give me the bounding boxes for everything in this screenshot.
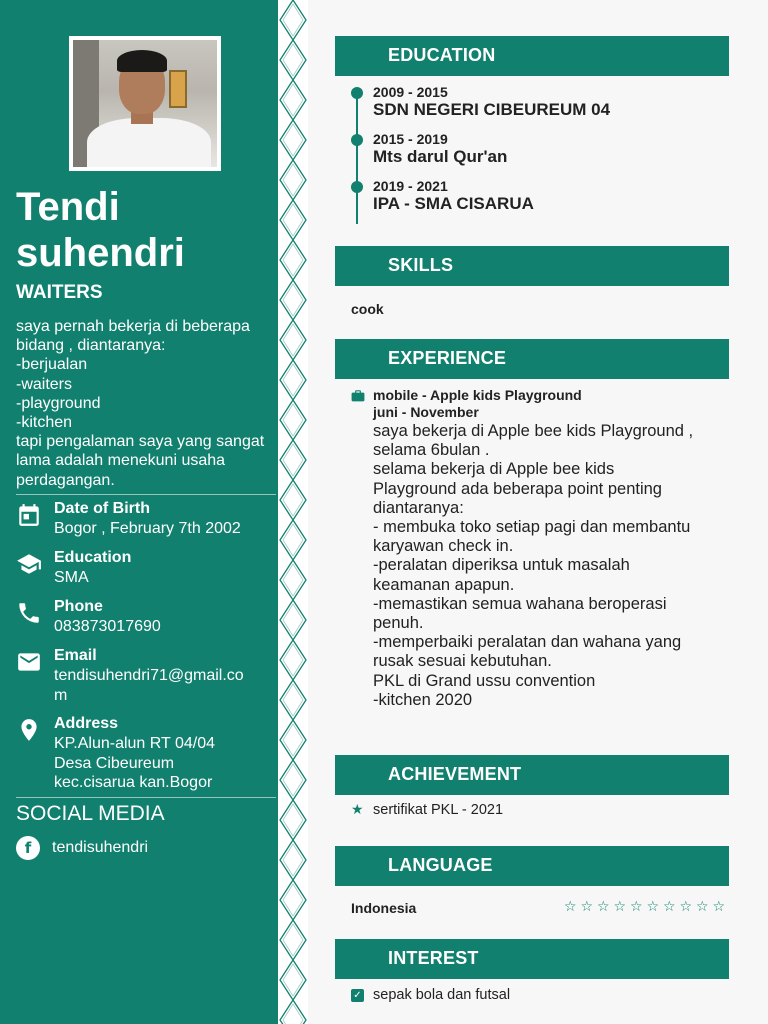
email-icon [16,649,42,675]
education-timeline [356,90,358,224]
divider [16,494,276,495]
decorative-pattern [278,0,308,1024]
profile-about: saya pernah bekerja di beberapa bidang , diantaranya: -berjualan -waiters -playground -kitchen tapi pengalaman saya yang sangat lama adalah menekuni usaha perdagangan. [16,318,265,489]
briefcase-icon [351,389,365,402]
phone-value: 083873017690 [54,618,161,635]
section-education-header [335,36,729,76]
rating-star-icon: ☆ [563,899,577,915]
timeline-dot [351,134,363,146]
education-label: Education [54,549,132,566]
location-icon [16,717,42,743]
profile-name: Tendi suhendri [16,185,185,275]
section-interest-title: INTEREST [388,948,479,968]
phone-icon [16,600,42,626]
education-years: 2009 - 2015 [373,84,448,100]
experience-period: juni - November [373,404,479,420]
education-school: Mts darul Qur'an [373,147,508,166]
section-achievement-header [335,755,729,795]
rating-star-icon: ☆ [679,899,693,915]
checkbox-icon: ✓ [351,989,364,1002]
dob-value: Bogor , February 7th 2002 [54,520,241,537]
email-value: tendisuhendri71@gmail.co m [54,667,244,704]
address-label: Address [54,715,119,732]
rating-star-icon: ☆ [613,899,627,915]
rating-star-icon: ☆ [712,899,726,915]
section-experience-title: EXPERIENCE [388,348,507,368]
graduation-cap-icon [16,551,42,577]
calendar-icon [16,502,42,528]
education-school: SDN NEGERI CIBEUREUM 04 [373,100,611,119]
experience-title: mobile - Apple kids Playground [373,387,582,403]
language-name: Indonesia [351,900,417,916]
facebook-username[interactable]: tendisuhendri [52,839,149,856]
skill-item: cook [351,301,384,317]
phone-label: Phone [54,598,103,615]
divider [16,797,276,798]
profile-photo [69,36,221,171]
experience-description: saya bekerja di Apple bee kids Playground , selama 6bulan . selama bekerja di Apple bee kids Playground ada beberapa point penting diantaranya: - membuka toko setiap pagi dan membantu karyawan check in. -peralatan diperiksa untuk masalah keamanan apapun. -memastikan semua wahana beroperasi penuh. -memperbaiki peralatan dan wahana yang rusak sesuai kebutuhan. PKL di Grand ussu convention -kitchen 2020 [373,422,694,709]
education-years: 2015 - 2019 [373,131,448,147]
rating-star-icon: ☆ [695,899,709,915]
social-facebook[interactable] [16,836,266,860]
interest-item: sepak bola dan futsal [373,987,511,1003]
rating-star-icon: ☆ [646,899,660,915]
email-label: Email [54,647,97,664]
section-interest-header [335,939,729,979]
facebook-icon: f [16,836,40,860]
address-value: KP.Alun-alun RT 04/04 Desa Cibeureum kec.cisarua kan.Bogor [54,735,216,791]
rating-star-icon: ☆ [580,899,594,915]
education-school: IPA - SMA CISARUA [373,194,534,213]
section-language-header [335,846,729,886]
social-media-title: SOCIAL MEDIA [16,802,165,825]
profile-role: WAITERS [16,282,103,303]
section-language-title: LANGUAGE [388,855,493,875]
timeline-dot [351,87,363,99]
dob-label: Date of Birth [54,500,150,517]
section-skills-header [335,246,729,286]
sidebar [0,0,278,1024]
star-icon: ★ [351,802,364,818]
rating-star-icon: ☆ [662,899,676,915]
rating-star-icon: ☆ [629,899,643,915]
section-achievement-title: ACHIEVEMENT [388,764,522,784]
rating-star-icon: ☆ [596,899,610,915]
section-education-title: EDUCATION [388,45,496,65]
timeline-dot [351,181,363,193]
achievement-item: sertifikat PKL - 2021 [373,802,504,818]
section-experience-header [335,339,729,379]
language-rating [562,898,730,918]
education-value: SMA [54,569,89,586]
education-years: 2019 - 2021 [373,178,448,194]
section-skills-title: SKILLS [388,255,454,275]
